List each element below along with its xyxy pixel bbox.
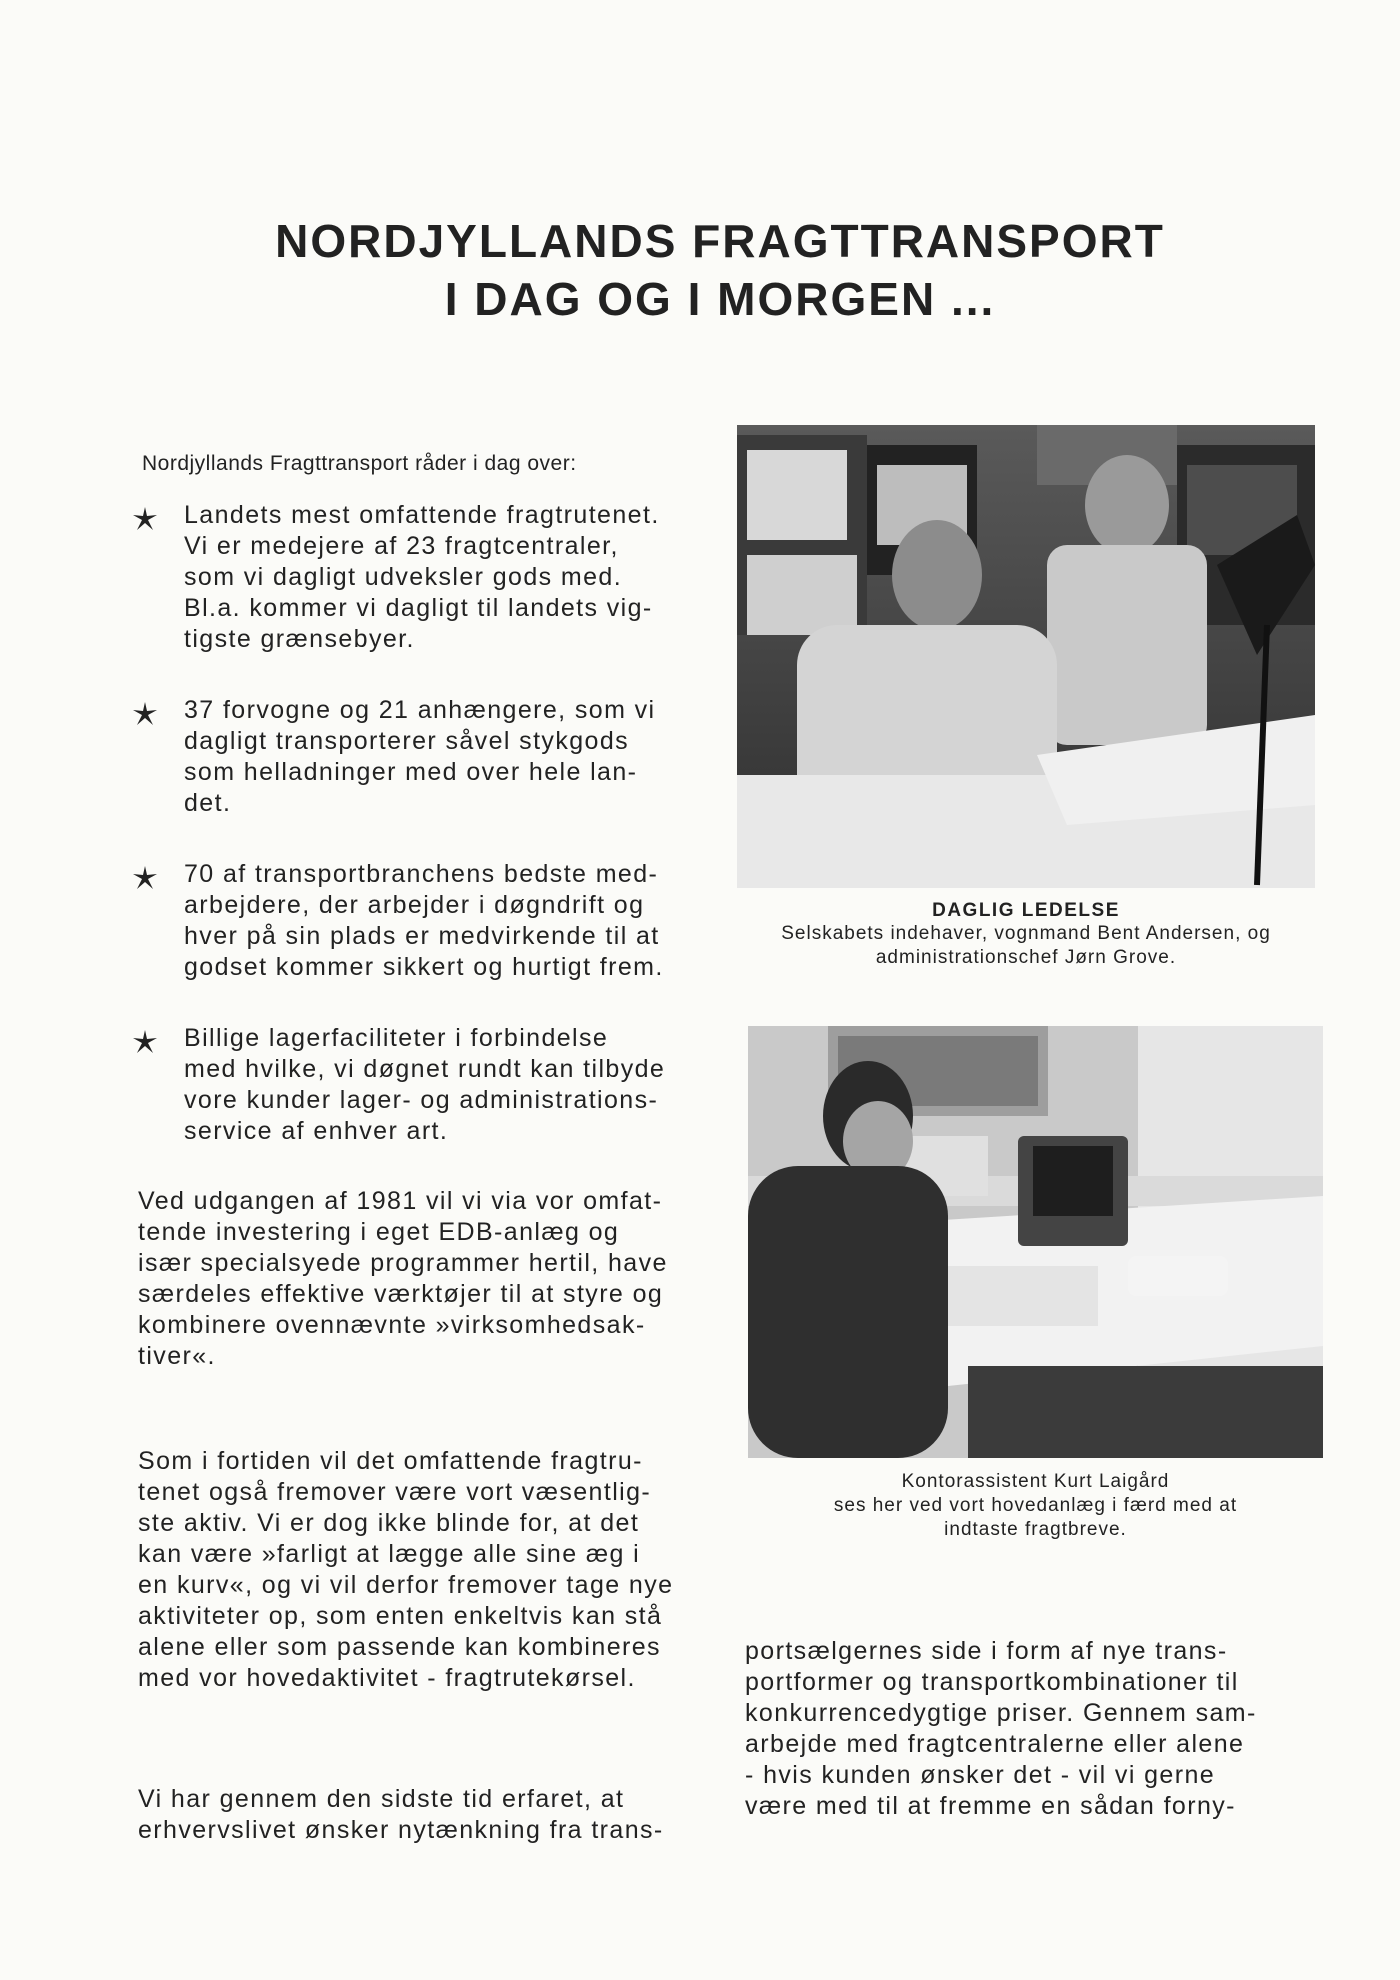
intro-text: Nordjyllands Fragttransport råder i dag over:: [142, 452, 577, 475]
caption-heading: DAGLIG LEDELSE: [932, 900, 1120, 921]
paragraph-fragtrutenet: Som i fortiden vil det omfattende fragtru- tenet også fremover være vort væsentlig- ste aktiv. Vi er dog ikke blinde for, at det kan være »farligt at lægge alle sine æg i en kurv«, og vi vil derfor fremover tage nye aktiviteter op, som enten enkeltvis kan stå alene eller som passende kan kombineres med vor hovedaktivitet - fragtrutekørsel.: [138, 1447, 674, 1692]
title-line-2: I DAG OG I MORGEN ...: [444, 273, 996, 325]
photo-management: [737, 425, 1315, 888]
bullet-item: [132, 1023, 712, 1147]
paragraph-nytaenkning: Vi har gennem den sidste tid erfaret, at erhvervslivet ønsker nytænkning fra trans-: [138, 1785, 664, 1844]
photo-office-assistant-image: [748, 1026, 1323, 1458]
star-bullet-icon: [132, 701, 158, 727]
paragraph-edb: Ved udgangen af 1981 vil vi via vor omfat- tende investering i eget EDB-anlæg og især specialsyede programmer hertil, have særdeles effektive værktøjer til at styre og kombinere ovennævnte »virksomhedsak- tiver«.: [138, 1187, 668, 1370]
photo-management-image: [737, 425, 1315, 888]
star-bullet-icon: [132, 865, 158, 891]
caption-text: Kontorassistent Kurt Laigård ses her ved vort hovedanlæg i færd med at indtaste fragtbreve.: [833, 1471, 1238, 1540]
paragraph-column-2: portsælgernes side i form af nye trans- portformer og transportkombinationer til konkurrencedygtige priser. Gennem sam- arbejde med fragtcentralerne eller alene - hvis kunden ønsker det - vil vi gerne være med til at fremme en sådan forny-: [745, 1637, 1257, 1820]
bullet-list: [132, 500, 712, 1187]
photo-office-assistant-caption: [748, 1470, 1323, 1542]
page-title: [230, 212, 1210, 328]
title-line-1: NORDJYLLANDS FRAGTTRANSPORT: [275, 215, 1165, 267]
bullet-text: Landets mest omfattende fragtrutenet. Vi er medejere af 23 fragtcentraler, som vi dagligt udveksler gods med. Bl.a. kommer vi dagligt til landets vig- tigste grænsebyer.: [184, 501, 660, 653]
bullet-text: 70 af transportbranchens bedste med- arbejdere, der arbejder i døgndrift og hver på sin plads er medvirkende til at godset kommer sikkert og hurtigt frem.: [184, 860, 664, 981]
caption-text: Selskabets indehaver, vognmand Bent Andersen, og administrationschef Jørn Grove.: [781, 923, 1271, 968]
star-bullet-icon: [132, 506, 158, 532]
bullet-text: 37 forvogne og 21 anhængere, som vi dagligt transporterer såvel stykgods som helladninger med over hele lan- det.: [184, 696, 656, 817]
bullet-item: [132, 500, 712, 655]
bullet-item: [132, 859, 712, 983]
bullet-text: Billige lagerfaciliteter i forbindelse med hvilke, vi døgnet rundt kan tilbyde vore kunder lager- og administrations- service af enhver art.: [184, 1024, 666, 1145]
photo-office-assistant: [748, 1026, 1323, 1458]
photo-management-caption: [737, 900, 1315, 970]
star-bullet-icon: [132, 1029, 158, 1055]
bullet-item: [132, 695, 712, 819]
